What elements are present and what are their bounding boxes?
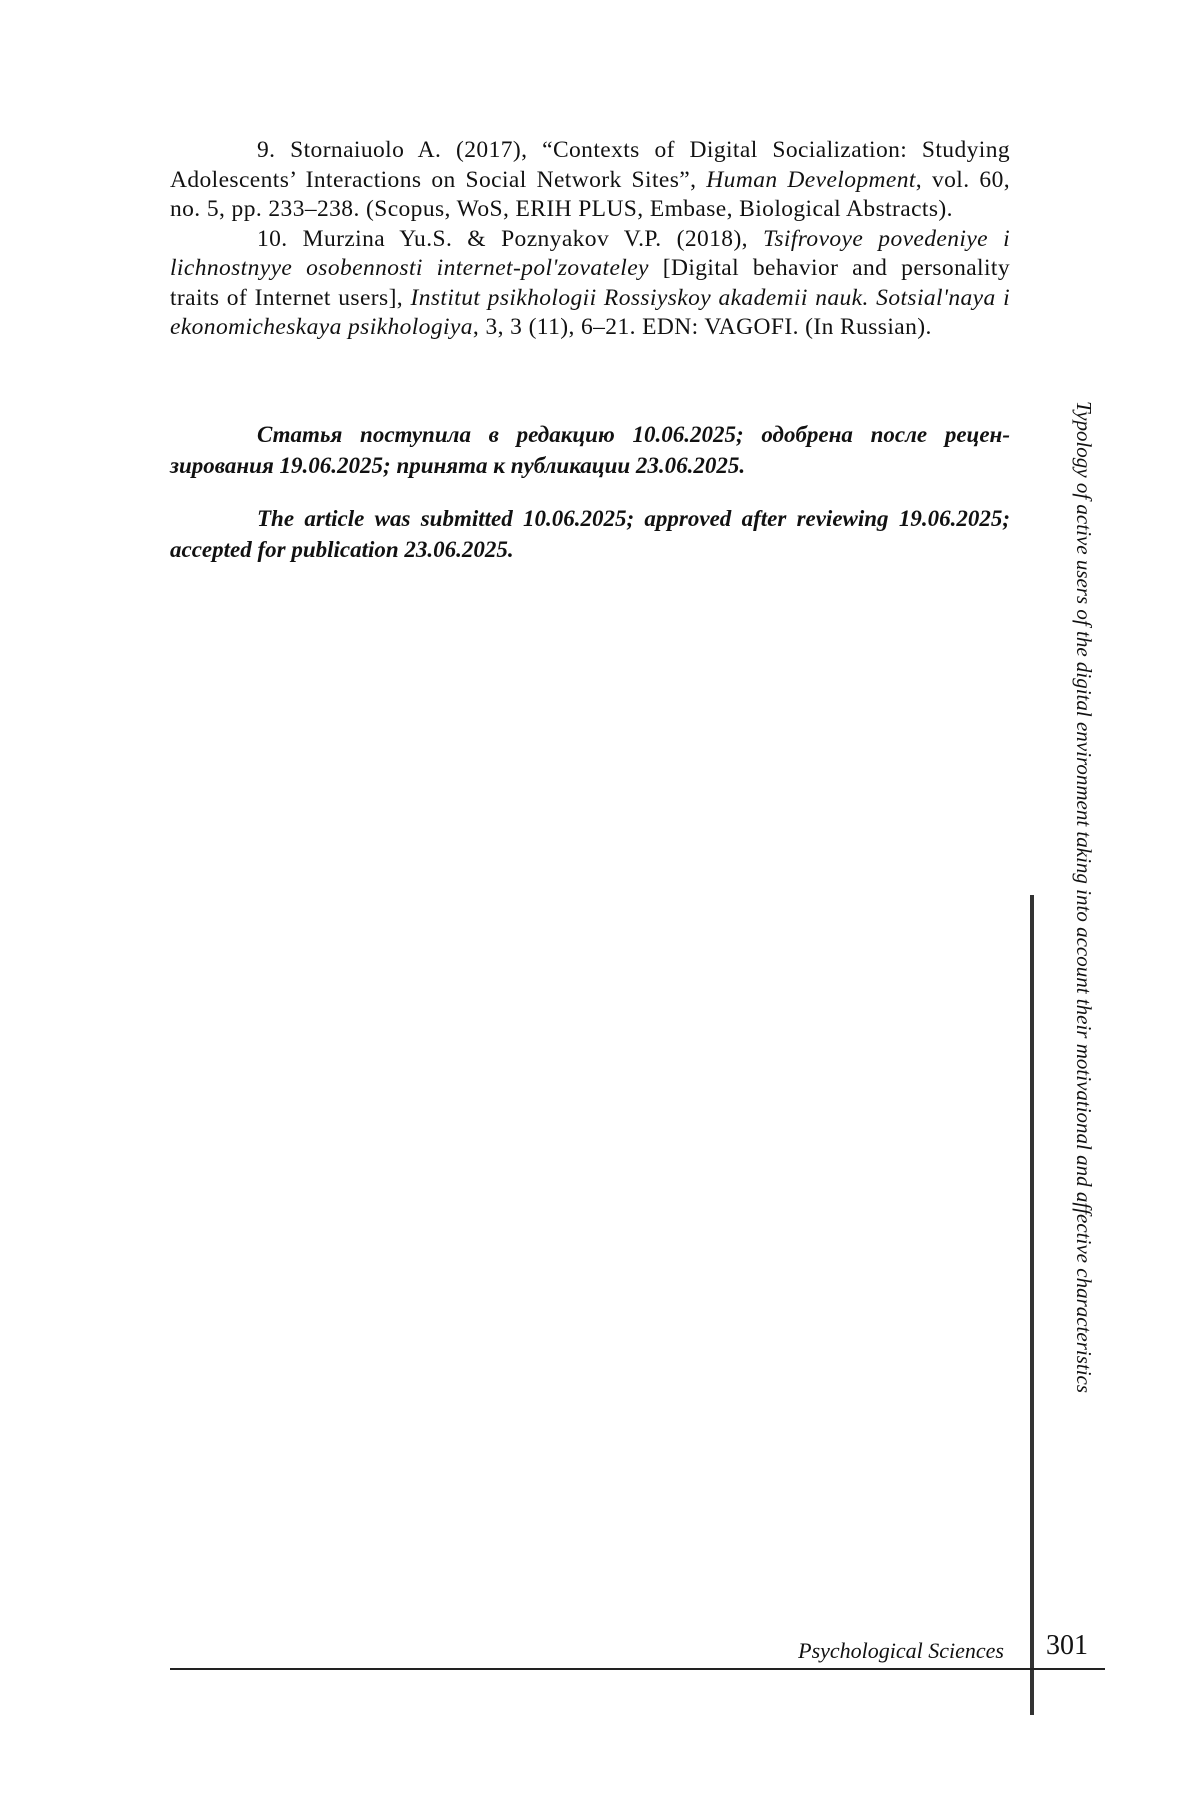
journal-name: Psychological Sciences [798,1638,1004,1663]
reference-item-9 [170,136,1010,225]
running-title: Typology of active users of the digital environment taking into account their motivational and affective characteristics [1072,400,1096,1394]
reference-list [170,136,1010,343]
reference-10-journal: Institut psikhologii Rossiyskoy akademii nauk. Sotsial'naya i ekonomicheskaya psikhologiya [170,284,1011,340]
reference-9-journal: Human Development [706,166,916,193]
footer-rule [170,1668,1105,1670]
reference-9-text: 9. Stornaiuolo A. (2017), “Contexts of Digital Socialization: Studying Adolescents’ Interactions on Social Network Sites”, [170,137,1010,193]
reference-item-10 [170,225,1010,343]
reference-10-details: , 3, 3 (11), 6–21. EDN: VAGOFI. (In Russian). [472,314,932,340]
reference-9-details: , vol. 60, no. 5, pp. 233–238. (Scopus, WoS, ERIH PLUS, Embase, Biological Abstracts). [170,166,1010,222]
page-number: 301 [1046,1630,1088,1661]
vertical-rule [1030,895,1034,1715]
reference-10-authors: 10. Murzina Yu.S. & Poznyakov V.P. (2018), [257,225,764,252]
submission-dates-english: The article was submitted 10.06.2025; approved after reviewing 19.06.2025; accepted for publication 23.06.2025. [170,506,1010,562]
reference-10-title: Tsifrovoye povedeniye i lichnostnyye osobennosti internet-pol'zovateley [170,225,1010,281]
reference-10-translation: [Digital behavior and personality traits of Internet users], [170,255,1010,311]
submission-dates-russian: Статья поступила в редакцию 10.06.2025; одобрена после рецензирования 19.06.2025; принята к публикации 23.06.2025. [170,422,1010,478]
